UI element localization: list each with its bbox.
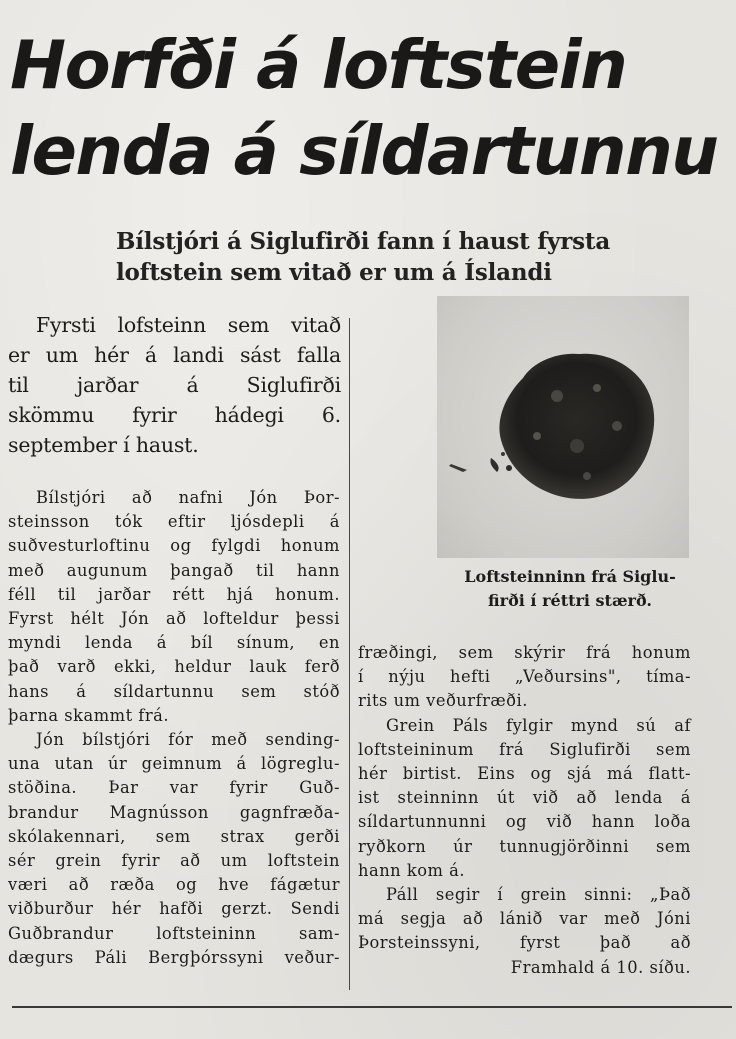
body-line: ryðkorn úr tunnugjörðinni sem bbox=[358, 836, 691, 856]
lead-line: er um hér á landi sást falla bbox=[8, 343, 341, 367]
meteorite-image bbox=[437, 296, 689, 558]
body-column-left bbox=[8, 486, 340, 970]
lead-line: september í haust. bbox=[8, 433, 199, 457]
body-line: í nýju hefti „Veðursins", tíma- bbox=[358, 667, 691, 687]
body-line: Páll segir í grein sinni: „Það bbox=[386, 885, 691, 905]
headline-line-2: lenda á síldartunnu bbox=[10, 112, 718, 190]
body-line: brandur Magnússon gagnfræða- bbox=[8, 802, 340, 822]
column-divider bbox=[349, 318, 350, 990]
caption-line-2: firði í réttri stærð. bbox=[488, 591, 652, 610]
body-line: það varð ekki, heldur lauk ferð bbox=[8, 657, 340, 677]
body-line: hans á síldartunnu sem stóð bbox=[8, 681, 340, 701]
subheadline bbox=[116, 226, 706, 288]
bottom-rule bbox=[12, 1006, 732, 1008]
body-line: viðburður hér hafði gerzt. Sendi bbox=[8, 899, 340, 919]
body-line: sér grein fyrir að um loftstein bbox=[8, 851, 340, 871]
body-line: skólakennari, sem strax gerði bbox=[8, 826, 340, 846]
body-line: má segja að lánið var með Jóni bbox=[358, 909, 691, 929]
body-line: ist steinninn út við að lenda á bbox=[358, 788, 691, 808]
body-line: myndi lenda á bíl sínum, en bbox=[8, 633, 340, 653]
lead-paragraph bbox=[8, 310, 341, 460]
body-line: suðvesturloftinu og fylgdi honum bbox=[8, 536, 340, 556]
body-line: fræðingi, sem skýrir frá honum bbox=[358, 643, 691, 662]
body-line: Bílstjóri að nafni Jón Þor- bbox=[36, 488, 340, 507]
body-line: hér birtist. Eins og sjá má flatt- bbox=[358, 764, 691, 784]
headline bbox=[10, 22, 730, 194]
lead-line: Fyrsti lofsteinn sem vitað bbox=[36, 313, 341, 337]
body-line: una utan úr geimnum á lögreglu- bbox=[8, 754, 340, 774]
body-line: með augunum þangað til hann bbox=[8, 560, 340, 580]
body-line: stöðina. Þar var fyrir Guð- bbox=[8, 778, 340, 798]
body-line: loftsteininum frá Siglufirði sem bbox=[358, 739, 691, 759]
body-line: væri að ræða og hve fágætur bbox=[8, 875, 340, 895]
body-line: dægurs Páli Bergþórssyni veður- bbox=[8, 947, 340, 967]
body-line: hann kom á. bbox=[358, 860, 466, 880]
body-line: Þorsteinssyni, fyrst það að bbox=[358, 933, 691, 953]
subhead-line-2: loftstein sem vitað er um á Íslandi bbox=[116, 259, 552, 286]
caption-line-1: Loftsteinninn frá Siglu- bbox=[464, 567, 676, 586]
lead-line: til jarðar á Siglufirði bbox=[8, 373, 341, 397]
headline-line-1: Horfði á loftstein bbox=[10, 26, 627, 104]
subhead-line-1: Bílstjóri á Siglufirði fann í haust fyrsta bbox=[116, 228, 611, 255]
body-line: þarna skammt frá. bbox=[8, 705, 169, 725]
body-line: steinsson tók eftir ljósdepli á bbox=[8, 512, 340, 532]
body-column-right bbox=[358, 641, 691, 980]
body-line: síldartunnunni og við hann loða bbox=[358, 812, 691, 832]
body-line: Fyrst hélt Jón að lofteldur þessi bbox=[8, 609, 340, 629]
body-line: féll til jarðar rétt hjá honum. bbox=[8, 584, 340, 604]
body-line: rits um veðurfræði. bbox=[358, 691, 528, 711]
meteorite-photo bbox=[437, 296, 689, 558]
body-line: Grein Páls fylgir mynd sú af bbox=[386, 715, 691, 735]
continued-on-page: Framhald á 10. síðu. bbox=[510, 957, 691, 977]
lead-line: skömmu fyrir hádegi 6. bbox=[8, 403, 341, 427]
body-line: Jón bílstjóri fór með sending- bbox=[36, 730, 340, 750]
photo-caption bbox=[437, 565, 703, 613]
body-line: Guðbrandur loftsteininn sam- bbox=[8, 923, 340, 943]
